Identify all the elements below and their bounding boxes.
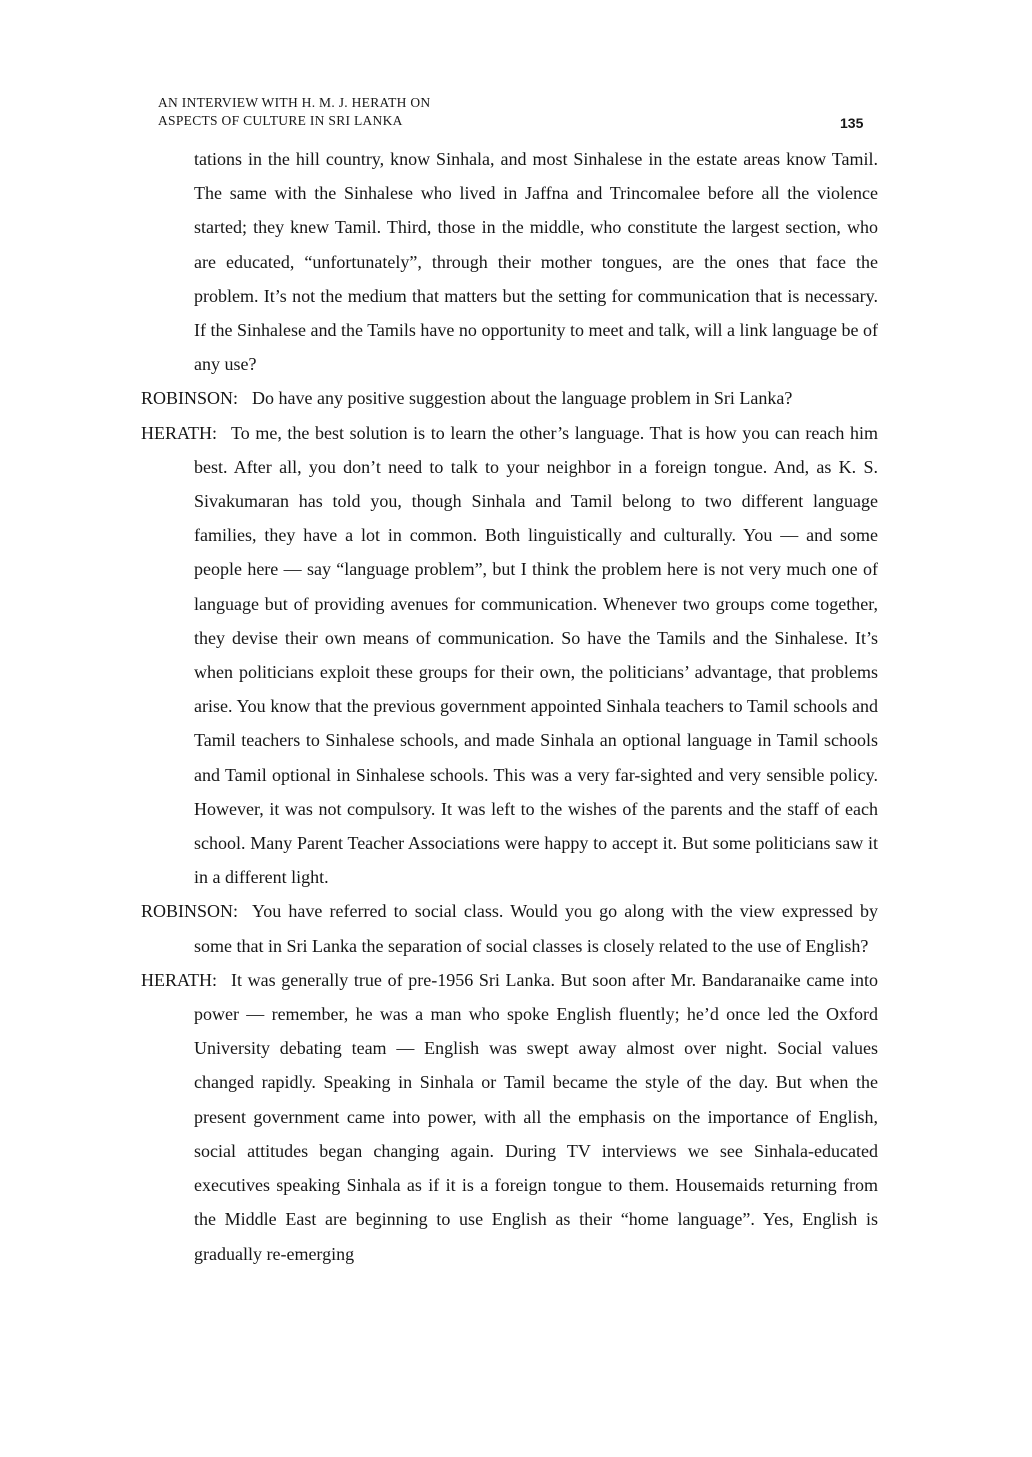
- continued-paragraph: tations in the hill country, know Sinhala, and most Sinhalese in the estate areas know Tamil. The same with the Sinhalese who lived in Jaffna and Trincomalee before all the violence started; they knew Tamil. Third, those in the middle, who constitute the largest section, who are educated, “unfortunately”, through their mother tongues, are the ones that face the problem. It’s not the medium that matters but the setting for communication that is necessary. If the Sinhalese and the Tamils have no opportunity to meet and talk, will a link language be of any use?: [194, 149, 878, 375]
- speech-text: Do have any positive suggestion about the language problem in Sri Lanka?: [252, 388, 793, 409]
- running-title-line-1: AN INTERVIEW WITH H. M. J. HERATH ON: [158, 95, 431, 110]
- speech-text: It was generally true of pre-1956 Sri Lanka. But soon after Mr. Bandaranaike came into power — remember, he was a man who spoke English fluently; he’d once led the Oxford University debating team — English was swept away almost over night. Social values changed rapidly. Speaking in Sinhala or Tamil became the style of the day. But when the present government came into power, with all the emphasis on the importance of English, social attitudes began changing again. During TV interviews we see Sinhala-educated executives speaking Sinhala as if it is a foreign tongue to them. Housemaids returning from the Middle East are beginning to use English as their “home language”. Yes, English is gradually re-emerging: [194, 969, 878, 1264]
- speaker-label: ROBINSON:: [141, 388, 239, 409]
- exchange-robinson-1: [141, 381, 878, 415]
- body-text: [141, 142, 878, 1271]
- speech-text: You have referred to social class. Would you go along with the view expressed by some that in Sri Lanka the separation of social classes is closely related to the use of English?: [194, 901, 878, 956]
- running-title-line-2: ASPECTS OF CULTURE IN SRI LANKA: [158, 113, 403, 128]
- exchange-herath-1: [141, 416, 878, 895]
- speech-text: To me, the best solution is to learn the other’s language. That is how you can reach him best. After all, you don’t need to talk to your neighbor in a foreign tongue. And, as K. S. Sivakumaran has told you, though Sinhala and Tamil belong to two different language families, they have a lot in common. Both linguistically and culturally. You — and some people here — say “language problem”, but I think the problem here is not very much one of language but of providing avenues for communication. Whenever two groups come together, they devise their own means of communication. So have the Tamils and the Sinhalese. It’s when politicians exploit these groups for their own, the politicians’ advantage, that problems arise. You know that the previous government appointed Sinhala teachers to Tamil schools and Tamil teachers to Sinhalese schools, and made Sinhala an optional language in Tamil schools and Tamil optional in Sinhalese schools. This was a very far-sighted and very sensible policy. However, it was not compulsory. It was left to the wishes of the parents and the staff of each school. Many Parent Teacher Associations were happy to accept it. But some politicians saw it in a different light.: [194, 422, 878, 888]
- speaker-label: HERATH:: [141, 969, 217, 990]
- exchange-herath-2: [141, 963, 878, 1271]
- page-number: 135: [840, 115, 864, 131]
- speaker-label: HERATH:: [141, 422, 217, 443]
- speaker-label: ROBINSON:: [141, 901, 239, 922]
- exchange-robinson-2: [141, 894, 878, 962]
- running-head: [158, 94, 878, 130]
